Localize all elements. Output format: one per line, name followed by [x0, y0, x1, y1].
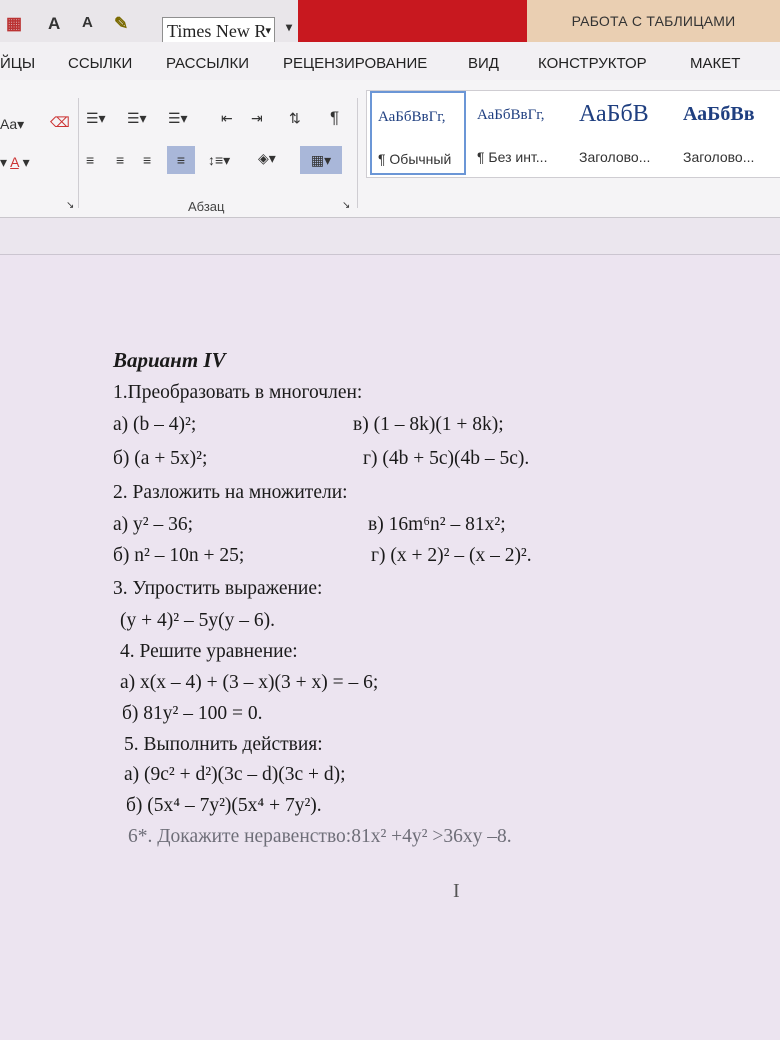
- task-item: б) (a + 5x)²;: [113, 448, 208, 469]
- justify-icon[interactable]: ≡: [167, 146, 195, 174]
- font-dialog-launcher-icon[interactable]: ↘: [66, 200, 75, 211]
- numbered-list-icon[interactable]: ☰▾: [127, 110, 147, 126]
- clear-format-icon[interactable]: ⌫: [50, 114, 70, 130]
- task-item: а) y² – 36;: [113, 514, 194, 535]
- task-heading: 6*. Докажите неравенство:81x² +4y² >36xy –8.: [128, 826, 512, 847]
- font-name-value: Times New R: [167, 21, 267, 41]
- task-item-row: [113, 545, 532, 567]
- table-icon[interactable]: ▦: [6, 14, 23, 33]
- multilevel-list-icon[interactable]: ☰▾: [168, 110, 188, 126]
- task-item: в) 16m⁶n² – 81x²;: [368, 514, 506, 535]
- tab-references[interactable]: ССЫЛКИ: [68, 55, 133, 72]
- line-spacing-icon[interactable]: ↕≡▾: [208, 152, 231, 168]
- title-bar-accent: [298, 0, 558, 46]
- decrease-indent-icon[interactable]: ⇤: [221, 110, 233, 126]
- task-item: а) (b – 4)²;: [113, 414, 197, 435]
- task-heading: 3. Упростить выражение:: [113, 578, 323, 599]
- ruler: [0, 218, 780, 255]
- align-left-icon[interactable]: ≡: [86, 152, 95, 168]
- text-cursor-icon: I: [453, 880, 460, 902]
- style-name: Заголово...: [579, 149, 651, 165]
- task-heading: 1.Преобразовать в многочлен:: [113, 382, 363, 403]
- style-preview: АаБбВвГг,: [477, 107, 545, 123]
- style-heading-1[interactable]: [573, 91, 677, 175]
- shrink-font-button[interactable]: A: [82, 14, 93, 31]
- paragraph-group-label: Абзац: [188, 199, 225, 214]
- tab-design[interactable]: КОНСТРУКТОР: [538, 55, 647, 72]
- style-preview: АаБбВвГг,: [378, 109, 446, 125]
- task-heading: 2. Разложить на множители:: [113, 482, 348, 503]
- task-item: б) n² – 10n + 25;: [113, 545, 245, 566]
- group-separator: [78, 98, 79, 208]
- task-item-row: [113, 448, 530, 470]
- style-no-spacing[interactable]: [471, 91, 567, 175]
- style-name: ¶ Без инт...: [477, 149, 548, 165]
- task-item-row: [113, 514, 506, 536]
- task-item: в) (1 – 8k)(1 + 8k);: [353, 414, 504, 435]
- tab-review[interactable]: РЕЦЕНЗИРОВАНИЕ: [283, 55, 428, 72]
- chevron-down-icon: ▾: [265, 25, 271, 37]
- change-case-label: Aa: [0, 116, 18, 132]
- document-title: Вариант IV: [113, 348, 226, 372]
- tab-mailings[interactable]: РАССЫЛКИ: [166, 55, 249, 72]
- font-name-select[interactable]: [162, 17, 275, 43]
- bullet-list-icon[interactable]: ☰▾: [86, 110, 106, 126]
- style-normal[interactable]: [370, 91, 466, 175]
- style-heading-2[interactable]: [677, 91, 777, 175]
- change-case-button[interactable]: Aa▾: [0, 116, 25, 132]
- sort-icon[interactable]: ⇅: [289, 110, 301, 126]
- tab-view[interactable]: ВИД: [468, 55, 499, 72]
- pilcrow-icon[interactable]: ¶: [330, 108, 340, 127]
- group-separator: [357, 98, 358, 208]
- increase-indent-icon[interactable]: ⇥: [251, 110, 263, 126]
- shading-icon[interactable]: ◈▾: [258, 150, 276, 166]
- task-heading: 5. Выполнить действия:: [124, 734, 323, 755]
- style-name: ¶ Обычный: [378, 151, 452, 167]
- task-item: г) (4b + 5c)(4b – 5c).: [363, 448, 530, 469]
- font-color-button[interactable]: ▾ A ▾: [0, 154, 30, 170]
- task-item: б) 81y² – 100 = 0.: [122, 703, 263, 724]
- tab-layout[interactable]: МАКЕТ: [690, 55, 741, 72]
- style-preview: АаБбВ: [579, 101, 649, 127]
- task-item: г) (x + 2)² – (x – 2)².: [371, 545, 532, 566]
- styles-gallery: [366, 90, 780, 178]
- font-color-label: A: [10, 154, 19, 170]
- tab-insert[interactable]: ЙЦЫ: [0, 55, 36, 72]
- style-name: Заголово...: [683, 149, 755, 165]
- grow-font-button[interactable]: A: [48, 14, 61, 33]
- ribbon-tabs: [0, 42, 780, 80]
- align-center-icon[interactable]: ≡: [116, 152, 125, 168]
- paragraph-dialog-launcher-icon[interactable]: ↘: [342, 200, 351, 211]
- task-item: б) (5x⁴ – 7y²)(5x⁴ + 7y²).: [126, 795, 322, 816]
- task-item: а) x(x – 4) + (3 – x)(3 + x) = – 6;: [120, 672, 379, 693]
- borders-icon[interactable]: ▦▾: [300, 146, 342, 174]
- highlight-icon[interactable]: ✎: [114, 14, 129, 33]
- context-header: РАБОТА С ТАБЛИЦАМИ: [527, 0, 780, 42]
- align-right-icon[interactable]: ≡: [143, 152, 152, 168]
- task-item: а) (9c² + d²)(3c – d)(3c + d);: [124, 764, 346, 785]
- task-item-row: [113, 414, 504, 436]
- more-icon[interactable]: ▾: [286, 20, 293, 34]
- style-preview: АаБбВв: [683, 103, 755, 125]
- task-heading: 4. Решите уравнение:: [120, 641, 298, 662]
- task-item: (y + 4)² – 5y(y – 6).: [120, 610, 275, 631]
